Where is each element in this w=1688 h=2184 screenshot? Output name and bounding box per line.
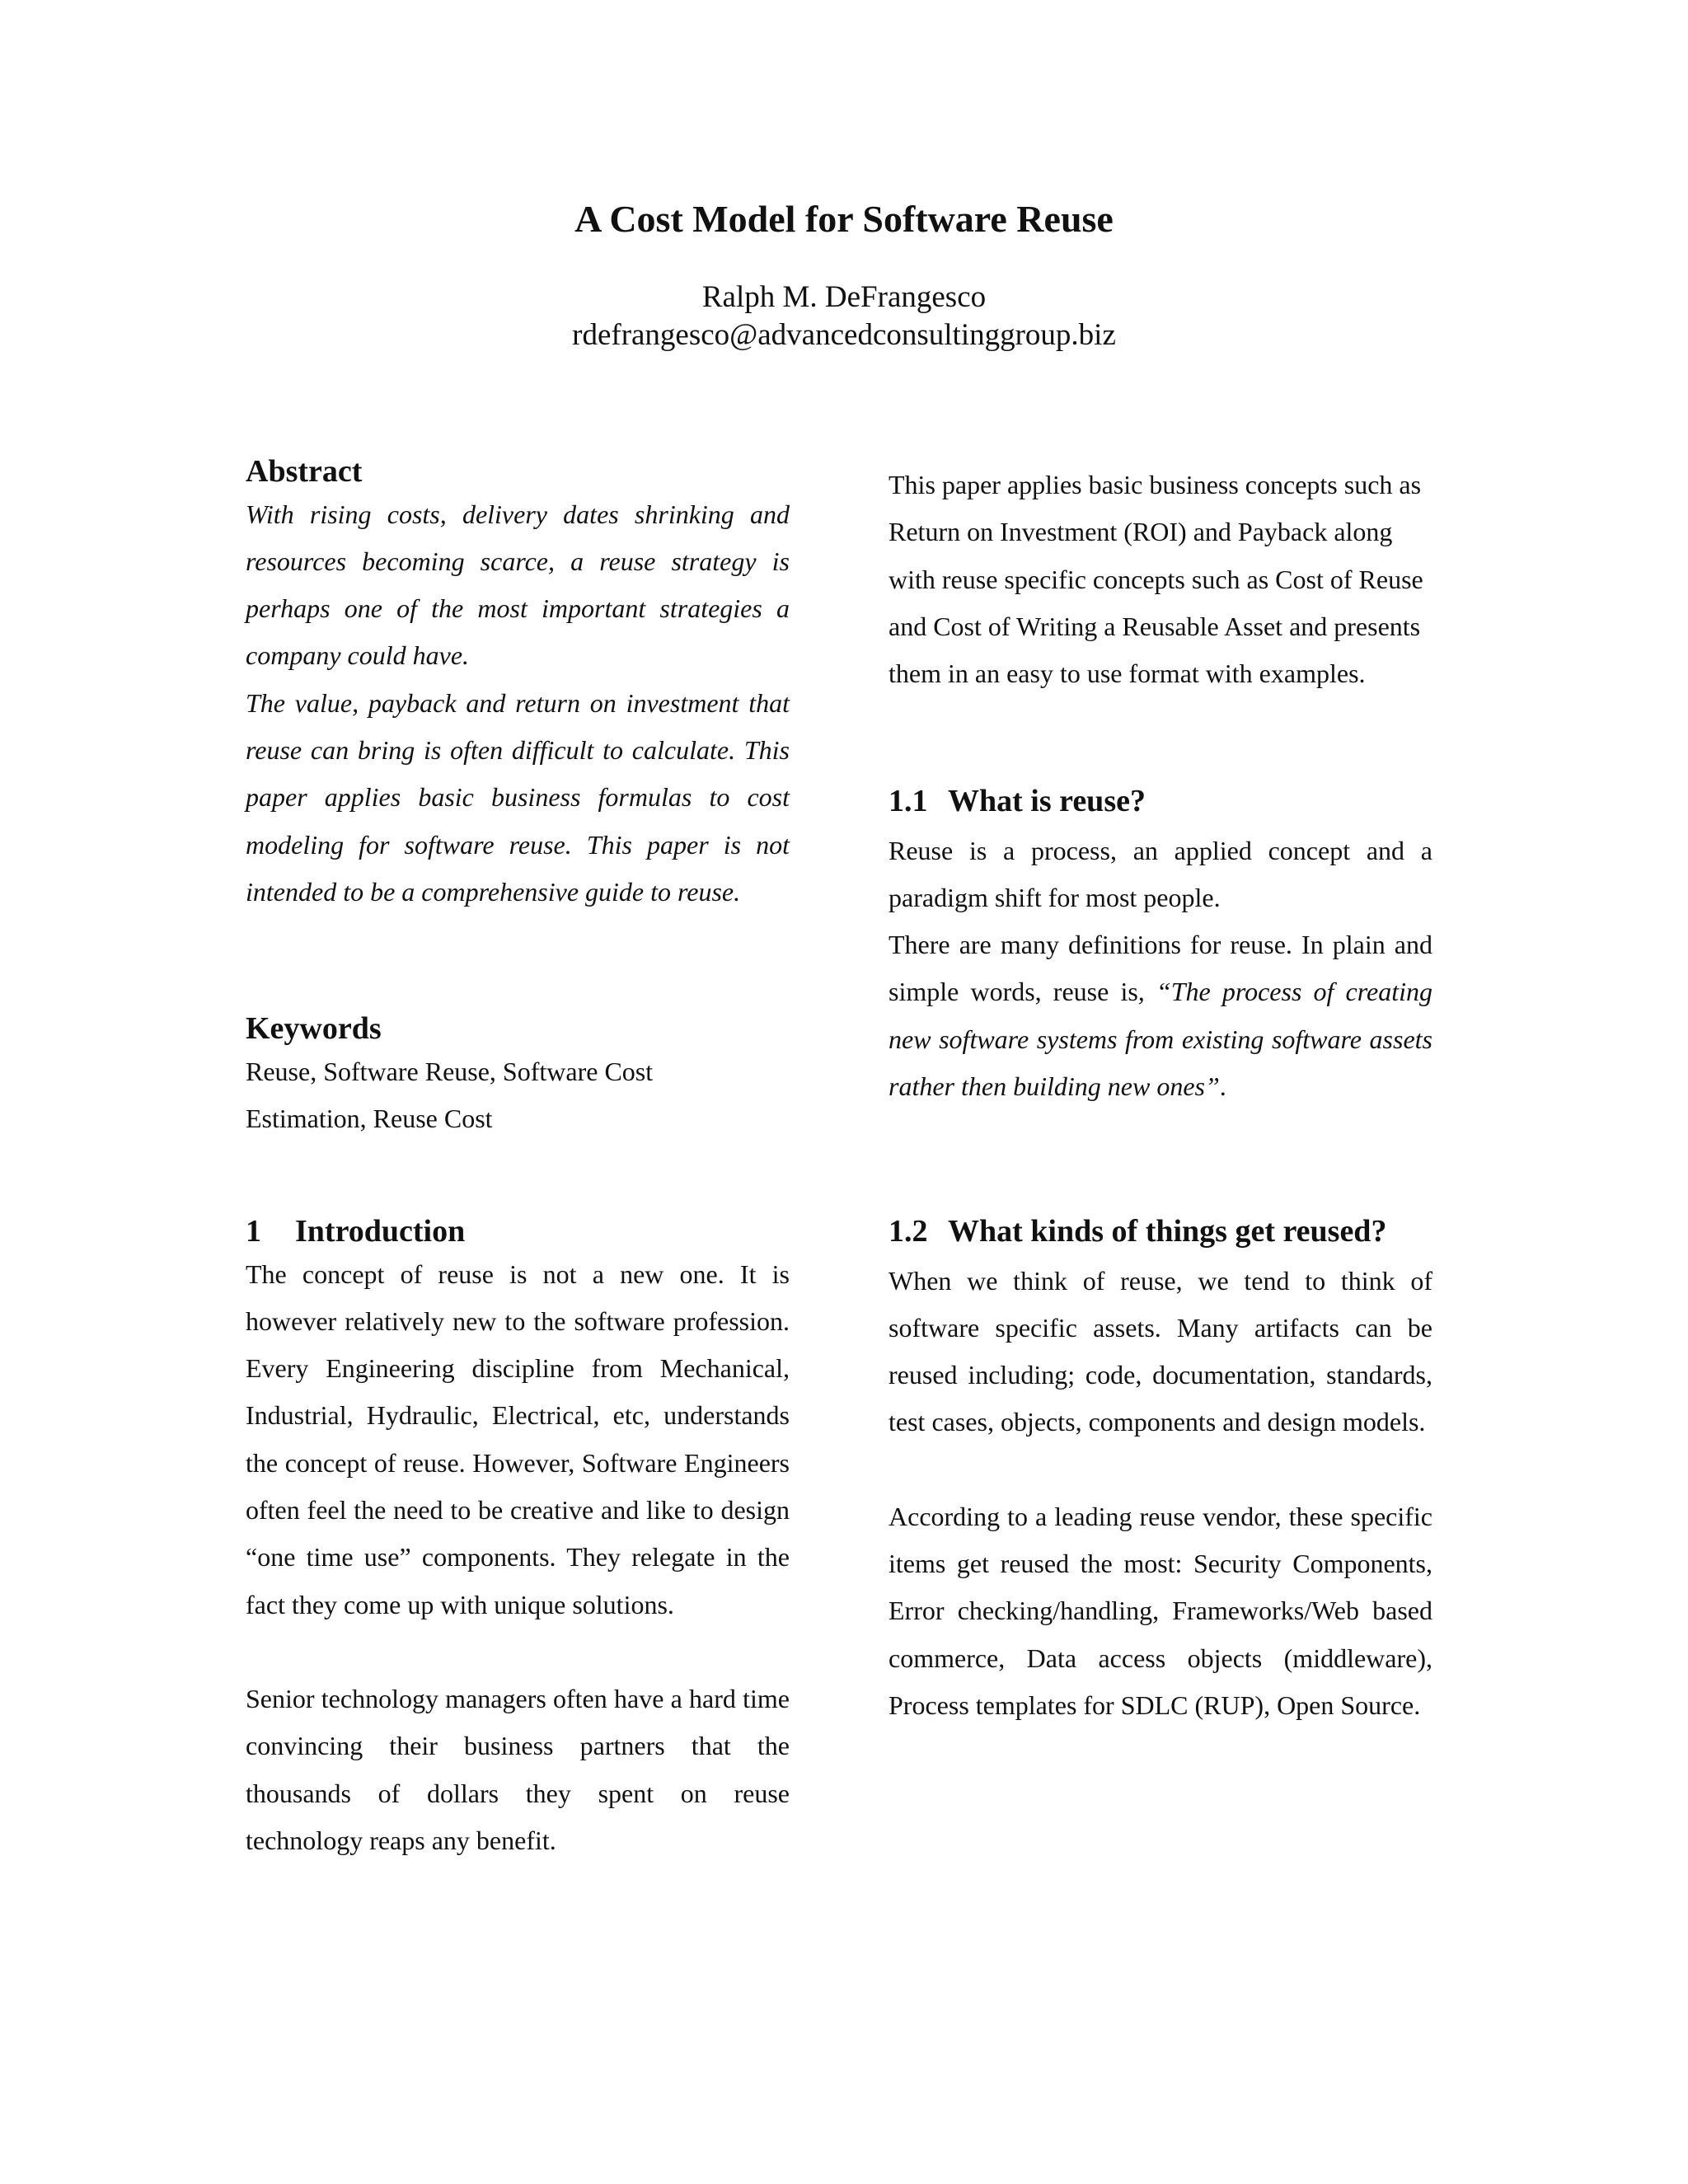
- section-1-1: [889, 783, 1432, 1110]
- section-1-2: [889, 1213, 1432, 1729]
- section-1-1-paragraph: [889, 921, 1432, 1110]
- section-number: 1.2: [889, 1214, 928, 1249]
- section-1-2-body: [889, 1258, 1432, 1730]
- definition-quote: “The process of creating new software systems from existing software assets rather then building new ones”: [889, 977, 1432, 1102]
- author-block: [0, 279, 1688, 354]
- section-1-2-heading: [889, 1213, 1432, 1251]
- section-1-2-paragraph: When we think of reuse, we tend to think of software specific assets. Many artifacts can be reused including; code, documentation, standards, test cases, objects, components and design models.: [889, 1265, 1432, 1437]
- introduction-paragraph: Senior technology managers often have a hard time convincing their business partners that the thousands of dollars they spent on reuse technology reaps any benefit.: [246, 1683, 790, 1855]
- introduction-body: [246, 1251, 790, 1865]
- author-email: rdefrangesco@advancedconsultinggroup.biz: [572, 318, 1116, 352]
- definition-end: .: [1219, 1071, 1226, 1102]
- section-1-1-heading: [889, 783, 1432, 821]
- paper-title: A Cost Model for Software Reuse: [574, 198, 1114, 240]
- keywords-section: [246, 1010, 790, 1142]
- right-intro-section: [889, 462, 1432, 697]
- introduction-heading: [246, 1213, 790, 1251]
- definition-comma: ,: [1137, 977, 1145, 1007]
- section-title: What kinds of things get reused?: [948, 1214, 1387, 1249]
- definition-lead: There are many definitions for reuse. In plain and simple words, reuse is: [889, 930, 1432, 1007]
- keywords-text: Reuse, Software Reuse, Software Cost Estimation, Reuse Cost: [246, 1056, 654, 1133]
- introduction-paragraph: The concept of reuse is not a new one. It is however relatively new to the software profession. Every Engineering discipline from Mechanical, Industrial, Hydraulic, Electrical, etc, understands the concept of reuse. However, Software Engineers often feel the need to be creative and like to design “one time use” components. They relegate in the fact they come up with unique solutions.: [246, 1258, 790, 1619]
- section-title: Introduction: [295, 1214, 466, 1249]
- section-number: 1: [246, 1214, 261, 1249]
- introduction-section: [246, 1213, 790, 1864]
- section-1-2-paragraph: According to a leading reuse vendor, these specific items get reused the most: Security Components, Error checking/handling, Frameworks/Web based commerce, Data access objects (middleware), Process templates for SDLC (RUP), Open Source.: [889, 1501, 1432, 1720]
- abstract-paragraph: With rising costs, delivery dates shrinking and resources becoming scarce, a reuse strategy is perhaps one of the most important strategies a company could have.: [246, 499, 790, 671]
- section-1-1-body: [889, 827, 1432, 1111]
- keywords-heading: Keywords: [246, 1011, 382, 1046]
- section-1-1-paragraph: Reuse is a process, an applied concept and a paradigm shift for most people.: [889, 835, 1432, 912]
- abstract-body: [246, 491, 790, 916]
- abstract-section: [246, 453, 790, 916]
- section-title: What is reuse?: [948, 784, 1146, 818]
- right-intro-paragraph: This paper applies basic business concepts such as Return on Investment (ROI) and Payback along with reuse specific concepts such as Cost of Reuse and Cost of Writing a Reusable Asset and presents them in an easy to use format with examples.: [889, 470, 1423, 689]
- section-number: 1.1: [889, 784, 928, 818]
- abstract-paragraph: The value, payback and return on investment that reuse can bring is often difficult to calculate. This paper applies basic business formulas to cost modeling for software reuse. This paper is not intended to be a comprehensive guide to reuse.: [246, 687, 790, 907]
- author-name: Ralph M. DeFrangesco: [701, 280, 987, 314]
- abstract-heading: Abstract: [246, 454, 363, 489]
